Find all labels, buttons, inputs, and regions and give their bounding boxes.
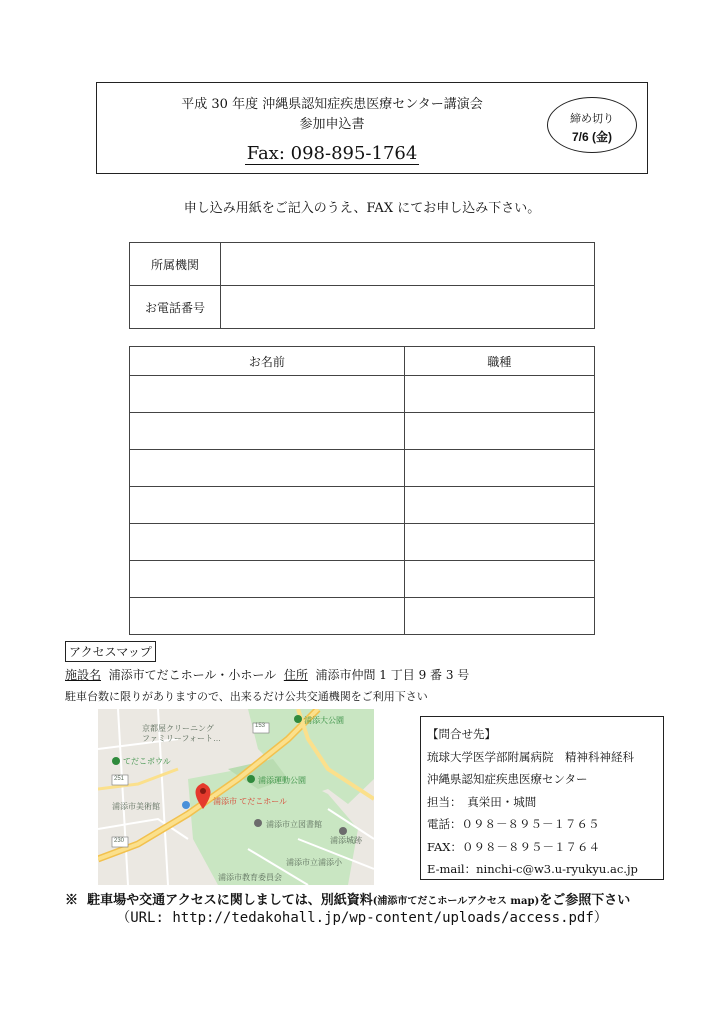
- map-label-kyoto: 京都屋クリーニング: [142, 724, 214, 733]
- note-mark: ※: [65, 893, 79, 908]
- table-row: [130, 487, 595, 524]
- map-label-museum: 浦添市美術館: [112, 802, 160, 811]
- occupation-field[interactable]: [404, 561, 594, 598]
- note-text-a: 駐車場や交通アクセスに関しましては、別紙資料: [87, 893, 373, 908]
- table-row: [130, 413, 595, 450]
- fax-number-text: Fax: 098-895-1764: [246, 143, 418, 164]
- facility-line: [65, 666, 469, 683]
- occupation-field[interactable]: [404, 413, 594, 450]
- access-map[interactable]: [98, 709, 374, 885]
- parking-note: 駐車台数に限りがありますので、出来るだけ公共交通機関をご利用下さい: [65, 690, 428, 703]
- table-row: [130, 450, 595, 487]
- access-url[interactable]: （URL: http://tedakohall.jp/wp-content/uploads/access.pdf）: [116, 910, 608, 926]
- note-text-b: をご参照下さい: [539, 893, 631, 908]
- map-label-school: 浦添市立浦添小: [286, 858, 342, 867]
- map-label-park: 浦添大公園: [304, 716, 344, 725]
- access-note: [65, 889, 630, 908]
- facility-label: 施設名: [65, 668, 102, 682]
- occupation-field[interactable]: [404, 598, 594, 635]
- deadline-badge: [547, 97, 637, 153]
- contact-heading: 【問合せ先】: [427, 727, 496, 741]
- page-title: 平成 30 年度 沖縄県認知症疾患医療センター講演会: [181, 97, 483, 112]
- fax-number: [97, 143, 567, 164]
- occupation-field[interactable]: [404, 376, 594, 413]
- occupation-field[interactable]: [404, 450, 594, 487]
- occupation-field[interactable]: [404, 524, 594, 561]
- org-label: 所属機関: [130, 243, 221, 286]
- map-label-r230: 230: [114, 838, 125, 844]
- poi-dot: [247, 775, 255, 783]
- info-table: [129, 242, 595, 329]
- instruction-text: 申し込み用紙をご記入のうえ、FAX にてお申し込み下さい。: [183, 201, 541, 216]
- contact-person: 担当： 真栄田・城間: [427, 794, 537, 809]
- table-row: [130, 561, 595, 598]
- name-field[interactable]: [130, 524, 405, 561]
- name-column-header: お名前: [130, 347, 405, 376]
- map-label-r153: 153: [255, 723, 266, 729]
- name-field[interactable]: [130, 598, 405, 635]
- phone-field[interactable]: [221, 286, 595, 329]
- deadline-label: 締め切り: [570, 112, 614, 125]
- map-label-library: 浦添市立図書館: [266, 820, 322, 829]
- contact-phone: 電話：０９８－８９５－１７６５: [427, 817, 600, 831]
- occupation-column-header: 職種: [404, 347, 594, 376]
- table-row: [130, 376, 595, 413]
- map-label-tedakobowl: てだこボウル: [123, 757, 171, 766]
- location-pin-center: [200, 788, 206, 794]
- poi-dot: [294, 715, 302, 723]
- name-field[interactable]: [130, 487, 405, 524]
- address-label: 住所: [283, 668, 308, 682]
- poi-dot: [182, 801, 190, 809]
- map-label-sports-park: 浦添運動公園: [258, 776, 306, 785]
- occupation-field[interactable]: [404, 487, 594, 524]
- name-field[interactable]: [130, 450, 405, 487]
- deadline-date: 7/6 (金): [571, 130, 612, 144]
- contact-center: 沖縄県認知症疾患医療センター: [427, 772, 588, 786]
- phone-row: [130, 286, 595, 329]
- contact-hospital: 琉球大学医学部附属病院 精神科神経科: [427, 749, 634, 764]
- header-box: [96, 82, 648, 174]
- poi-dot: [254, 819, 262, 827]
- name-field[interactable]: [130, 376, 405, 413]
- map-label-castle: 浦添城跡: [330, 836, 362, 845]
- name-table-header: [130, 347, 595, 376]
- poi-dot: [339, 827, 347, 835]
- phone-label: お電話番号: [130, 286, 221, 329]
- map-label-hall: 浦添市 てだこホール: [213, 797, 288, 806]
- table-row: [130, 598, 595, 635]
- page-subtitle: 参加申込書: [299, 117, 365, 132]
- name-field[interactable]: [130, 413, 405, 450]
- contact-box: [420, 716, 664, 880]
- facility-value: 浦添市てだこホール・小ホール: [108, 668, 277, 682]
- poi-dot: [112, 757, 120, 765]
- address-value: 浦添市仲間 1 丁目 9 番 3 号: [315, 668, 470, 682]
- map-label-r251: 251: [114, 776, 125, 782]
- name-field[interactable]: [130, 561, 405, 598]
- note-text-small: (浦添市てだこホールアクセス map): [372, 896, 540, 907]
- map-label-board: 浦添市教育委員会: [218, 873, 282, 882]
- org-row: [130, 243, 595, 286]
- contact-email[interactable]: E-mail：ninchi-c@w3.u-ryukyu.ac.jp: [427, 862, 638, 876]
- table-row: [130, 524, 595, 561]
- contact-fax: FAX：０９８－８９５－１７６４: [427, 839, 600, 854]
- org-field[interactable]: [221, 243, 595, 286]
- map-label-family: ファミリーフォート…: [142, 734, 222, 743]
- access-map-heading: アクセスマップ: [65, 641, 156, 662]
- name-table: [129, 346, 595, 635]
